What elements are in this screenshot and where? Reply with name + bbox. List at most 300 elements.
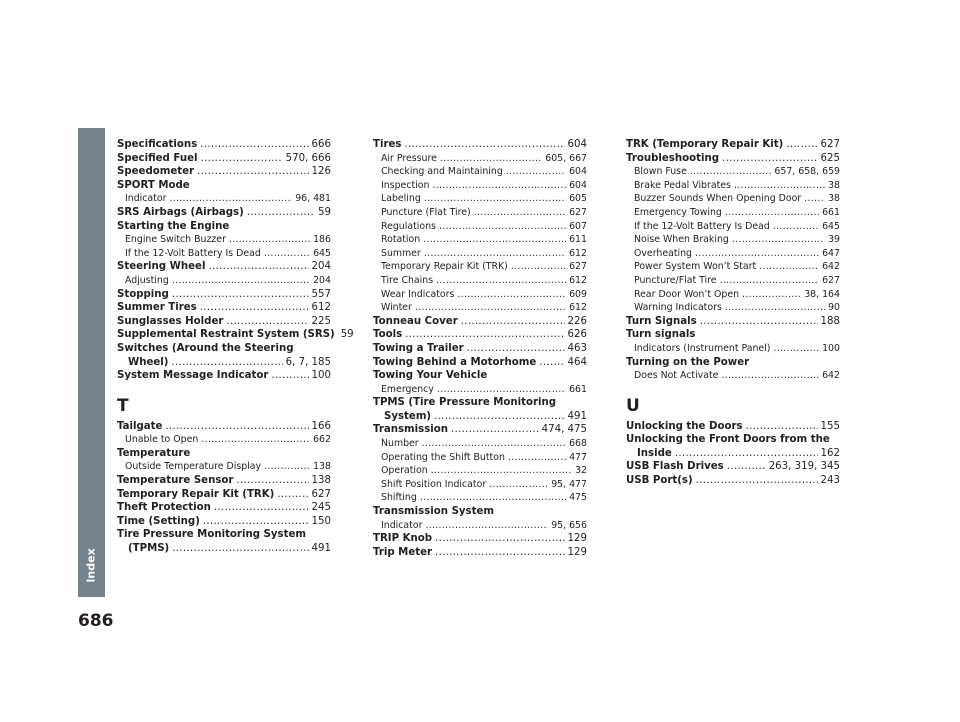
entry-term: Buzzer Sounds When Opening Door (634, 193, 802, 205)
entry-term: Trip Meter (373, 546, 433, 558)
entry-term: Temperature (117, 447, 191, 459)
index-entry (117, 447, 331, 461)
index-entry (373, 423, 587, 437)
entry-term: Regulations (381, 220, 436, 232)
index-subentry (117, 247, 331, 261)
entry-term: Towing a Trailer (373, 342, 464, 354)
dot-leader (404, 138, 564, 152)
index-subentry (373, 301, 587, 315)
index-subentry (626, 301, 840, 315)
index-entry (626, 356, 840, 370)
index-entry (626, 433, 840, 447)
index-entry (373, 138, 587, 152)
index-entry (117, 342, 331, 356)
entry-term: Unable to Open (125, 434, 199, 446)
entry-page-link[interactable]: 627 (820, 139, 840, 150)
entry-page-link[interactable]: 38 (828, 193, 840, 205)
entry-term: Turn signals (626, 329, 696, 341)
entry-page-link[interactable]: 612 (311, 302, 331, 314)
dot-leader (437, 383, 566, 397)
entry-page-link[interactable]: 627 (311, 488, 331, 500)
entry-page-link[interactable]: 604 (569, 179, 587, 191)
index-entry (117, 515, 331, 529)
entry-page-link[interactable]: 666 (311, 139, 331, 150)
entry-term: Outside Temperature Display (125, 461, 262, 473)
dot-leader (423, 233, 566, 247)
entry-term: Wheel) (128, 356, 169, 368)
entry-term: Starting the Engine (117, 220, 230, 232)
entry-page-link[interactable]: 39 (828, 234, 840, 246)
index-subentry (373, 519, 587, 533)
dot-leader (732, 233, 825, 247)
entry-page-link[interactable]: 188 (820, 315, 840, 327)
entry-term: Emergency (381, 383, 434, 395)
section-letter-heading: T (117, 395, 129, 416)
entry-page-link[interactable]: 126 (311, 166, 331, 178)
entry-term: Number (381, 438, 419, 450)
index-entry (626, 152, 840, 166)
dot-leader (457, 288, 566, 302)
index-entry (117, 152, 331, 166)
entry-term: Shift Position Indicator (381, 478, 487, 490)
index-subentry (373, 274, 587, 288)
dot-leader (700, 315, 818, 329)
dot-leader (424, 192, 566, 206)
entry-term: Sunglasses Holder (117, 315, 224, 327)
index-subentry (117, 192, 331, 206)
entry-term: Switches (Around the Steering (117, 342, 294, 354)
dot-leader (165, 420, 308, 434)
entry-term: Checking and Maintaining (381, 166, 503, 178)
index-subentry (373, 192, 587, 206)
entry-page-link[interactable]: 166 (311, 420, 331, 432)
entry-term: Towing Your Vehicle (373, 370, 488, 382)
entry-term: Emergency Towing (634, 206, 722, 218)
dot-leader (435, 546, 565, 560)
entry-term: Warning Indicators (634, 302, 722, 314)
index-entry (117, 206, 331, 220)
entry-term: Indicators (Instrument Panel) (634, 342, 771, 354)
entry-page-link[interactable]: 607 (569, 220, 587, 232)
dot-leader (229, 233, 310, 247)
dot-leader (415, 301, 566, 315)
entry-term: Operation (381, 465, 428, 477)
index-entry (373, 315, 587, 329)
dot-leader (200, 152, 282, 166)
dot-leader (172, 288, 309, 302)
dot-leader (489, 478, 548, 492)
entry-term: Steering Wheel (117, 261, 206, 273)
dot-leader (722, 152, 818, 166)
entry-term: Turning on the Power (626, 356, 750, 368)
entry-page-link[interactable]: 150 (311, 515, 331, 527)
entry-page-link[interactable]: 245 (311, 502, 331, 514)
index-entry (117, 501, 331, 515)
entry-page-link[interactable]: 95, 656 (551, 519, 587, 531)
entry-page-link[interactable]: 645 (313, 247, 331, 259)
dot-leader (720, 274, 820, 288)
entry-page-link[interactable]: 162 (820, 447, 840, 459)
index-tab-label (81, 535, 101, 595)
entry-page-link[interactable]: 474, 475 (541, 424, 587, 436)
dot-leader (431, 464, 572, 478)
index-entry (117, 260, 331, 274)
entry-term: Tires (373, 139, 402, 150)
entry-term: Supplemental Restraint System (SRS) (117, 329, 335, 341)
index-entry (117, 528, 331, 542)
entry-page-link[interactable]: 612 (569, 274, 587, 286)
entry-term: Rotation (381, 234, 421, 246)
index-subentry (626, 165, 840, 179)
index-entry (117, 369, 331, 383)
entry-page-link[interactable]: 627 (569, 206, 587, 218)
entry-page-link[interactable]: 604 (567, 139, 587, 150)
index-entry (373, 546, 587, 560)
dot-leader (203, 515, 309, 529)
entry-term: TRIP Knob (373, 533, 433, 545)
dot-leader (424, 247, 566, 261)
dot-leader (467, 342, 565, 356)
entry-page-link[interactable]: 100 (822, 342, 840, 354)
index-entry (373, 532, 587, 546)
entry-page-link[interactable]: 59 (318, 206, 331, 218)
dot-leader (200, 138, 308, 152)
dot-leader (201, 433, 310, 447)
index-column-3 (626, 138, 840, 488)
entry-page-link[interactable]: 226 (567, 315, 587, 327)
entry-page-link[interactable]: 609 (569, 288, 587, 300)
entry-page-link[interactable]: 204 (311, 261, 331, 273)
dot-leader (432, 179, 566, 193)
entry-page-link[interactable]: 243 (820, 475, 840, 487)
entry-page-link[interactable]: 129 (567, 546, 587, 558)
dot-leader (727, 460, 766, 474)
entry-term: If the 12-Volt Battery Is Dead (634, 220, 770, 232)
entry-term: Specifications (117, 139, 198, 150)
index-entry (626, 328, 840, 342)
dot-leader (226, 315, 308, 329)
entry-page-link[interactable]: 38 (828, 179, 840, 191)
dot-leader (200, 301, 309, 315)
entry-term: Does Not Activate (634, 370, 719, 382)
index-entry (117, 179, 331, 193)
entry-page-link[interactable]: 138 (313, 461, 331, 473)
index-subentry (117, 233, 331, 247)
entry-page-link[interactable]: 477 (569, 451, 587, 463)
entry-page-link[interactable]: 491 (311, 543, 331, 555)
dot-leader (675, 447, 818, 461)
index-subentry (373, 491, 587, 505)
entry-page-link[interactable]: 6, 7, 185 (285, 356, 331, 368)
index-entry (117, 356, 331, 370)
index-entry (117, 488, 331, 502)
dot-leader (695, 247, 819, 261)
entry-term: TPMS (Tire Pressure Monitoring (373, 397, 557, 409)
dot-leader (440, 152, 542, 166)
index-subentry (373, 152, 587, 166)
entry-page-link[interactable]: 464 (567, 356, 587, 368)
entry-term: Towing Behind a Motorhome (373, 356, 537, 368)
dot-leader (539, 356, 564, 370)
entry-page-link[interactable]: 570, 666 (285, 152, 331, 164)
index-entry (373, 369, 587, 383)
index-entry (626, 447, 840, 461)
entry-page-link[interactable]: 96, 481 (295, 193, 331, 205)
index-subentry (626, 233, 840, 247)
entry-page-link[interactable]: 668 (569, 438, 587, 450)
index-entry (117, 220, 331, 234)
entry-term: Labeling (381, 193, 421, 205)
dot-leader (511, 260, 566, 274)
index-entry (373, 396, 587, 410)
entry-page-link[interactable]: 642 (822, 261, 840, 273)
entry-page-link[interactable]: 661 (569, 383, 587, 395)
index-subentry (373, 220, 587, 234)
entry-page-link[interactable]: 557 (311, 288, 331, 300)
dot-leader (214, 501, 309, 515)
entry-term: Time (Setting) (117, 515, 200, 527)
entry-page-link[interactable]: 645 (822, 220, 840, 232)
entry-term: Transmission System (373, 506, 495, 518)
index-subentry (626, 179, 840, 193)
dot-leader (197, 165, 308, 179)
index-subentry (373, 464, 587, 478)
entry-page-link[interactable]: 626 (567, 329, 587, 341)
index-subentry (117, 274, 331, 288)
dot-leader (734, 179, 825, 193)
dot-leader (742, 288, 801, 302)
entry-page-link[interactable]: 605, 667 (545, 152, 587, 164)
dot-leader (786, 138, 817, 152)
entry-page-link[interactable]: 186 (313, 234, 331, 246)
entry-term: Indicator (125, 193, 167, 205)
entry-term: Tire Chains (381, 274, 434, 286)
entry-page-link[interactable]: 100 (311, 370, 331, 382)
dot-leader (773, 342, 819, 356)
index-entry (626, 460, 840, 474)
entry-term: Operating the Shift Button (381, 451, 505, 463)
dot-leader (696, 474, 818, 488)
dot-leader (804, 192, 825, 206)
page-number: 686 (78, 611, 114, 631)
entry-page-link[interactable]: 647 (822, 247, 840, 259)
index-subentry (626, 247, 840, 261)
entry-term: (TPMS) (128, 543, 170, 555)
dot-leader (420, 491, 566, 505)
index-subentry (626, 260, 840, 274)
index-subentry (117, 433, 331, 447)
dot-leader (773, 220, 819, 234)
index-entry (117, 542, 331, 556)
entry-page-link[interactable]: 263, 319, 345 (768, 461, 840, 473)
index-entry (117, 165, 331, 179)
entry-page-link[interactable]: 627 (822, 274, 840, 286)
entry-page-link[interactable]: 627 (569, 261, 587, 273)
entry-term: SPORT Mode (117, 179, 190, 191)
entry-term: If the 12-Volt Battery Is Dead (125, 247, 261, 259)
index-subentry (626, 192, 840, 206)
entry-term: Tire Pressure Monitoring System (117, 529, 306, 541)
index-subentry (626, 220, 840, 234)
dot-leader (508, 451, 566, 465)
entry-page-link[interactable]: 657, 658, 659 (774, 166, 840, 178)
index-subentry (626, 206, 840, 220)
index-subentry (373, 260, 587, 274)
dot-leader (422, 437, 566, 451)
index-subentry (373, 165, 587, 179)
dot-leader (436, 274, 566, 288)
entry-term: Overheating (634, 247, 693, 259)
entry-term: Stopping (117, 288, 169, 300)
entry-page-link[interactable]: 642 (822, 370, 840, 382)
entry-term: SRS Airbags (Airbags) (117, 206, 244, 218)
entry-term: Wear Indicators (381, 288, 455, 300)
entry-page-link[interactable]: 129 (567, 533, 587, 545)
index-subentry (626, 342, 840, 356)
dot-leader (721, 369, 819, 383)
entry-term: Noise When Braking (634, 234, 729, 246)
index-entry (117, 138, 331, 152)
entry-term: Temporary Repair Kit (TRK) (381, 261, 508, 273)
index-subentry (373, 206, 587, 220)
index-subentry (373, 478, 587, 492)
entry-term: Puncture/Flat Tire (634, 274, 717, 286)
index-entry (117, 315, 331, 329)
index-entry (626, 315, 840, 329)
index-subentry (117, 460, 331, 474)
entry-term: Unlocking the Doors (626, 420, 743, 432)
index-entry (117, 288, 331, 302)
dot-leader (725, 206, 819, 220)
entry-page-link[interactable]: 32 (575, 465, 587, 477)
entry-term: Unlocking the Front Doors from the (626, 434, 830, 446)
dot-leader (264, 247, 310, 261)
dot-leader (236, 474, 308, 488)
entry-page-link[interactable]: 625 (820, 152, 840, 164)
entry-term: Summer (381, 247, 421, 259)
dot-leader (277, 488, 308, 502)
entry-term: Adjusting (125, 274, 169, 286)
entry-term: Turn Signals (626, 315, 697, 327)
entry-page-link[interactable]: 90 (828, 302, 840, 314)
entry-page-link[interactable]: 491 (567, 410, 587, 422)
entry-page-link[interactable]: 604 (569, 166, 587, 178)
index-column-1 (117, 138, 354, 556)
entry-page-link[interactable]: 59 (340, 329, 354, 341)
index-entry (117, 420, 331, 434)
entry-page-link[interactable]: 661 (822, 206, 840, 218)
index-entry (373, 342, 587, 356)
dot-leader (172, 274, 310, 288)
entry-term: Blown Fuse (634, 166, 687, 178)
entry-page-link[interactable]: 662 (313, 434, 331, 446)
dot-leader (425, 519, 548, 533)
entry-page-link[interactable]: 463 (567, 342, 587, 354)
tab-label-text: Index (84, 547, 98, 583)
dot-leader (264, 460, 310, 474)
entry-page-link[interactable]: 95, 477 (551, 478, 587, 490)
dot-leader (474, 206, 566, 220)
entry-term: Inside (637, 447, 672, 459)
dot-leader (506, 165, 566, 179)
dot-leader (690, 165, 772, 179)
entry-term: Tools (373, 329, 403, 341)
entry-page-link[interactable]: 38, 164 (804, 288, 840, 300)
dot-leader (451, 423, 539, 437)
dot-leader (435, 532, 565, 546)
entry-page-link[interactable]: 611 (569, 234, 587, 246)
entry-page-link[interactable]: 138 (311, 475, 331, 487)
entry-page-link[interactable]: 204 (313, 274, 331, 286)
entry-page-link[interactable]: 612 (569, 302, 587, 314)
entry-term: Summer Tires (117, 302, 197, 314)
index-entry (373, 356, 587, 370)
index-entry (626, 138, 840, 152)
index-tab (78, 128, 105, 597)
dot-leader (169, 192, 292, 206)
entry-term: Winter (381, 302, 412, 314)
entry-term: USB Port(s) (626, 475, 693, 487)
dot-leader (172, 542, 308, 556)
dot-leader (405, 328, 564, 342)
entry-term: Speedometer (117, 166, 195, 178)
dot-leader (271, 369, 308, 383)
index-entry (117, 301, 331, 315)
entry-term: Engine Switch Buzzer (125, 234, 226, 246)
entry-term: Power System Won’t Start (634, 261, 757, 273)
entry-term: Tonneau Cover (373, 315, 458, 327)
entry-term: Rear Door Won’t Open (634, 288, 740, 300)
dot-leader (725, 301, 825, 315)
entry-term: Transmission (373, 424, 449, 436)
index-subentry (373, 233, 587, 247)
entry-term: Troubleshooting (626, 152, 720, 164)
dot-leader (171, 356, 282, 370)
entry-term: Inspection (381, 179, 430, 191)
index-subentry (373, 288, 587, 302)
entry-page-link[interactable]: 612 (569, 247, 587, 259)
index-subentry (373, 179, 587, 193)
dot-leader (759, 260, 819, 274)
entry-page-link[interactable]: 225 (311, 315, 331, 327)
entry-term: Brake Pedal Vibrates (634, 179, 731, 191)
index-entry (626, 420, 840, 434)
entry-term: Puncture (Flat Tire) (381, 206, 471, 218)
entry-term: Specified Fuel (117, 152, 198, 164)
index-subentry (373, 437, 587, 451)
entry-page-link[interactable]: 605 (569, 193, 587, 205)
section-letter-heading: U (626, 395, 640, 416)
dot-leader (746, 420, 818, 434)
entry-term: Tailgate (117, 420, 163, 432)
index-subentry (373, 451, 587, 465)
index-subentry (626, 274, 840, 288)
index-entry (373, 410, 587, 424)
index-subentry (373, 383, 587, 397)
entry-term: System Message Indicator (117, 370, 269, 382)
entry-term: USB Flash Drives (626, 461, 724, 473)
entry-page-link[interactable]: 155 (820, 420, 840, 432)
dot-leader (208, 260, 308, 274)
index-entry (373, 328, 587, 342)
entry-term: Air Pressure (381, 152, 437, 164)
index-entry (117, 328, 354, 342)
entry-term: Indicator (381, 519, 423, 531)
entry-term: System) (384, 410, 432, 422)
index-entry (626, 474, 840, 488)
entry-page-link[interactable]: 475 (569, 492, 587, 504)
entry-term: Theft Protection (117, 502, 211, 514)
